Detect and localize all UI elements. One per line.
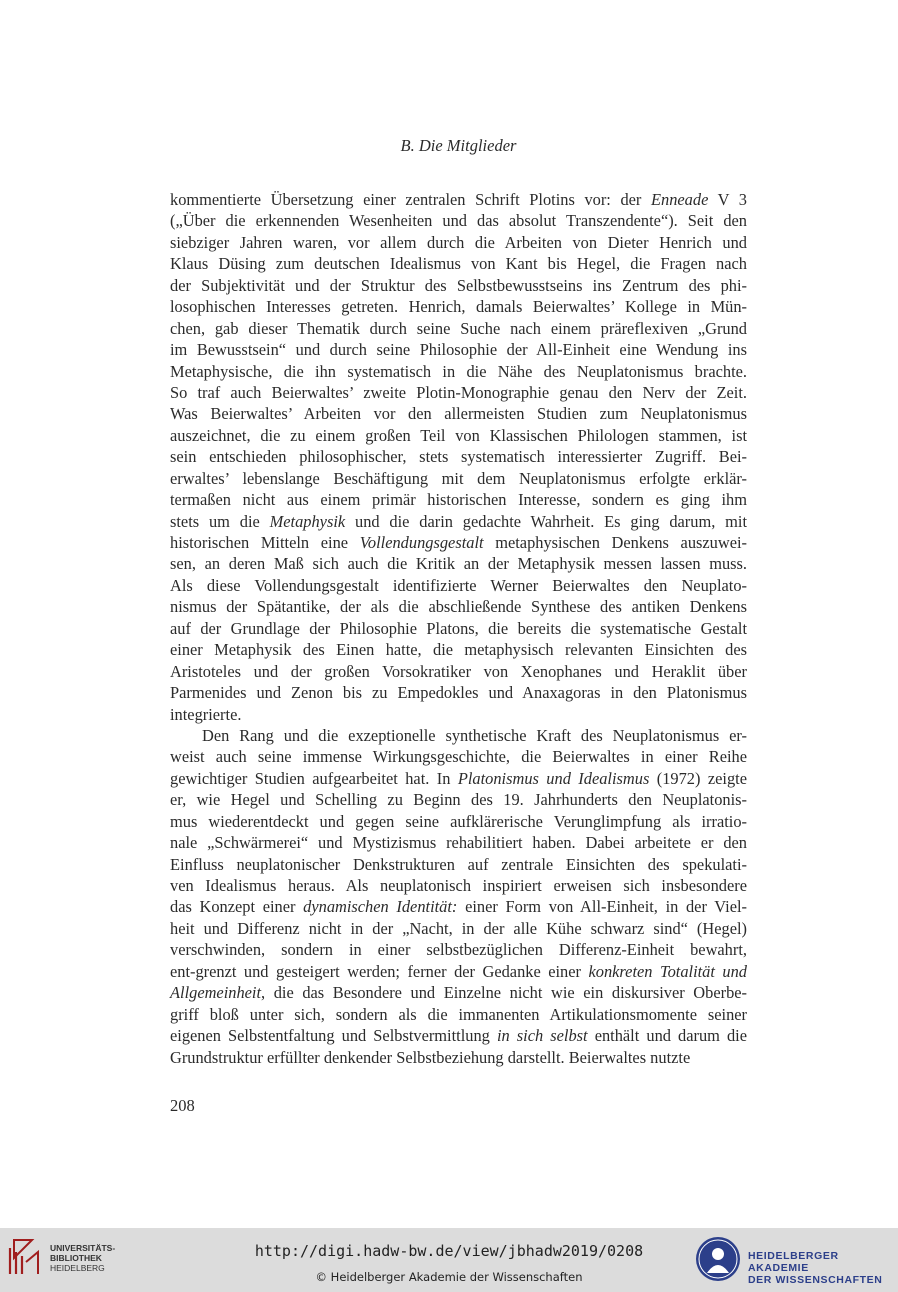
text-line: heit und Differenz nicht in der „Nacht, in der alle Kühe schwarz sind“ (Hegel) xyxy=(170,918,747,938)
text-line: Einfluss neuplatonischer Denkstrukturen auf zentrale Einsichten des spekulati- xyxy=(170,854,747,874)
text-line: im Bewusstsein“ und durch seine Philosophie der All-Einheit eine Wendung ins xyxy=(170,340,747,360)
italic-term: Enneade xyxy=(651,190,709,209)
text-line: erwaltes’ lebenslange Beschäftigung mit dem Neuplatonismus erfolgte erklär- xyxy=(170,468,747,488)
italic-term: in sich selbst xyxy=(496,1026,588,1046)
text-line: („Über die erkennenden Wesenheiten und das absolut Transzendente“). Seit den xyxy=(170,211,747,231)
text-line: historischen Mitteln eine Vollendungsgestalt metaphysischen Denkens auszuwei- xyxy=(170,533,747,552)
text-line: Aristoteles und der großen Vorsokratiker von Xenophanes und Heraklit über xyxy=(170,661,747,681)
italic-term: Platonismus und Idealismus xyxy=(457,768,650,788)
text-line: ven Idealismus heraus. Als neuplatonisch inspiriert erweisen sich insbesondere xyxy=(170,876,747,895)
text-line: sein entschieden philosophischer, stets systematisch interessierter Zugriff. Bei- xyxy=(170,447,747,467)
text-line: auf der Grundlage der Philosophie Platons, die bereits die systematische Gestalt xyxy=(170,618,747,638)
text-line: chen, gab dieser Thematik durch seine Suche nach einem präreflexiven „Grund xyxy=(170,318,747,338)
italic-term: konkreten Totalität und xyxy=(588,961,747,981)
ub-logo-line1: UNIVERSITÄTS- xyxy=(50,1243,116,1253)
hadw-logo-line1: HEIDELBERGER AKADEMIE xyxy=(748,1250,839,1274)
text-line: das Konzept einer dynamischen Identität: einer Form von All-Einheit, in der Viel- xyxy=(170,897,747,917)
text-line: der Subjektivität und der Struktur des Selbstbewusstseins ins Zentrum des phi- xyxy=(170,275,747,295)
text-line: sen, an deren Maß sich auch die Kritik an der Metaphysik messen lassen muss. xyxy=(170,554,747,574)
text-line: Was Beierwaltes’ Arbeiten vor den allermeisten Studien zum Neuplatonismus xyxy=(170,404,747,424)
body-text xyxy=(170,189,747,1068)
text-line: Den Rang und die exzeptionelle synthetische Kraft des Neuplatonismus er- xyxy=(202,725,747,745)
text-line: mus wiederentdeckt und gegen seine aufklärerische Verunglimpfung als irratio- xyxy=(170,811,747,831)
text-line: ent-grenzt und gesteigert werden; ferner der Gedanke einer konkreten Totalität und xyxy=(170,961,747,981)
text-line: stets um die Metaphysik und die darin gedachte Wahrheit. Es ging darum, mit xyxy=(170,511,747,531)
text-line: integrierte. xyxy=(170,704,242,724)
footer-url-link[interactable]: http://digi.hadw-bw.de/view/jbhadw2019/0208 xyxy=(254,1242,644,1260)
hadw-logo-text xyxy=(748,1250,894,1286)
page-number: 208 xyxy=(170,1096,195,1115)
text-line: griff bloß unter sich, sondern als die immanenten Artikulationsmomente seiner xyxy=(170,1004,747,1024)
hadw-seal-icon xyxy=(694,1235,742,1283)
text-line: termaßen nicht aus einem primär historischen Interesse, sondern es ging ihm xyxy=(170,490,747,510)
paragraph xyxy=(170,725,747,1068)
text-line: nismus der Spätantike, der als die abschließende Synthese des antiken Denkens xyxy=(170,597,747,617)
text-line: eigenen Selbstentfaltung und Selbstvermittlung in sich selbst enthält und darum die xyxy=(170,1026,748,1046)
text-line: Parmenides und Zenon bis zu Empedokles und Anaxagoras in den Platonismus xyxy=(170,683,747,703)
footer-bar xyxy=(0,1228,898,1292)
text-line: Klaus Düsing zum deutschen Idealismus von Kant bis Hegel, die Fragen nach xyxy=(170,254,747,274)
paragraph xyxy=(170,189,747,725)
text-line: Als diese Vollendungsgestalt identifizierte Werner Beierwaltes den Neuplato- xyxy=(170,575,747,595)
text-line: nale „Schwärmerei“ und Mystizismus rehabilitiert haben. Dabei arbeitete er den xyxy=(170,833,747,853)
text-line: verschwinden, sondern in einer selbstbezüglichen Differenz-Einheit bewahrt, xyxy=(170,940,747,960)
running-header: B. Die Mitglieder xyxy=(400,136,517,155)
italic-term: dynamischen Identität: xyxy=(303,897,458,917)
footer-copyright: © Heidelberger Akademie der Wissenschaften xyxy=(315,1270,583,1284)
text-line: kommentierte Übersetzung einer zentralen Schrift Plotins vor: der Enneade V 3 xyxy=(170,190,747,209)
italic-term: Metaphysik xyxy=(269,511,346,531)
academy-logo[interactable] xyxy=(694,1235,894,1285)
ub-logo-line2: BIBLIOTHEK xyxy=(50,1253,102,1263)
text-line: weist auch seine immense Wirkungsgeschichte, die Beierwaltes in einer Reihe xyxy=(170,747,747,767)
text-line: siebziger Jahren waren, vor allem durch die Arbeiten von Dieter Henrich und xyxy=(170,232,747,252)
text-line: losophischen Interesses getreten. Henrich, damals Beierwaltes’ Kollege in Mün- xyxy=(170,297,747,317)
text-line: Metaphysische, die ihn systematisch in die Nähe des Neuplatonismus brachte. xyxy=(170,361,747,381)
text-line: Grundstruktur erfüllter denkender Selbstbeziehung darstellt. Beierwaltes nutzte xyxy=(170,1047,691,1067)
text-line: er, wie Hegel und Schelling zu Beginn des 19. Jahrhunderts den Neuplatonis- xyxy=(170,790,747,810)
text-line: auszeichnet, die zu einem großen Teil von Klassischen Philologen stammen, ist xyxy=(170,425,747,445)
ub-logo-line3: HEIDELBERG xyxy=(50,1263,105,1273)
text-line: einer Metaphysik des Einen hatte, die metaphysisch relevanten Einsichten des xyxy=(170,640,747,660)
italic-term: Allgemeinheit xyxy=(170,983,262,1003)
italic-term: Vollendungsgestalt xyxy=(359,533,484,552)
hadw-logo-line2: DER WISSENSCHAFTEN xyxy=(748,1274,883,1286)
text-line: gewichtiger Studien aufgearbeitet hat. In Platonismus und Idealismus (1972) zeigte xyxy=(170,768,747,788)
text-line: Allgemeinheit, die das Besondere und Einzelne nicht wie ein diskursiver Oberbe- xyxy=(170,983,747,1003)
text-line: So traf auch Beierwaltes’ zweite Plotin-Monographie genau den Nerv der Zeit. xyxy=(170,382,747,402)
